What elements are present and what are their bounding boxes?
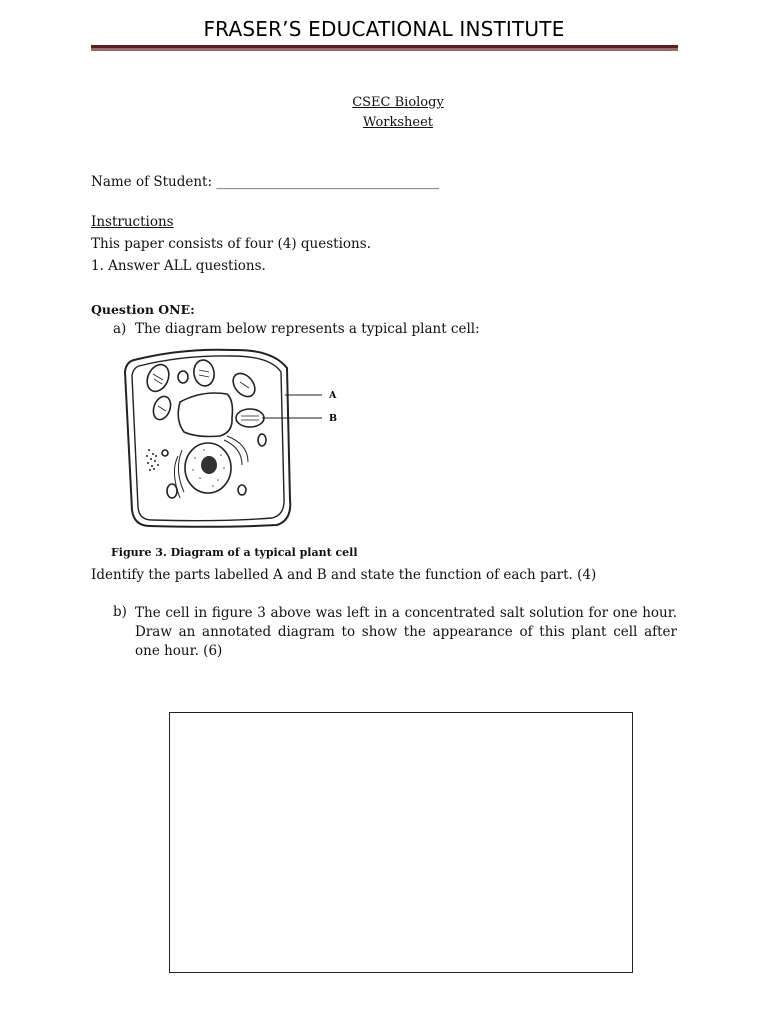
part-b-text: The cell in figure 3 above was left in a concentrated salt solution for one hour. Draw an annotated diagram to show the appearance of this plant cell after one hour. (6) — [135, 605, 677, 659]
instructions-line-1: This paper consists of four (4) questions. — [91, 236, 371, 252]
instructions-line-2: 1. Answer ALL questions. — [91, 258, 266, 274]
part-b-marker: b) — [113, 604, 127, 620]
subject-title: CSEC Biology — [352, 95, 444, 110]
answer-drawing-box[interactable] — [169, 712, 633, 973]
student-name-line — [91, 174, 439, 190]
label-b: B — [329, 413, 338, 424]
institute-title: FRASER’S EDUCATIONAL INSTITUTE — [203, 17, 565, 41]
header-rule-shadow — [91, 48, 678, 51]
question-one-heading: Question ONE: — [91, 302, 195, 317]
student-name-label: Name of Student: — [91, 174, 213, 190]
figure-caption: Figure 3. Diagram of a typical plant cell — [111, 546, 358, 559]
student-name-blank: _________________________________ — [216, 174, 440, 190]
instructions-heading: Instructions — [91, 214, 174, 230]
worksheet-title: Worksheet — [362, 115, 434, 130]
plant-cell-diagram — [92, 340, 372, 565]
part-a-marker: a) — [113, 321, 127, 337]
part-a-text: The diagram below represents a typical plant cell: — [135, 321, 480, 337]
plant-cell-figure — [92, 340, 372, 565]
label-a: A — [329, 390, 337, 401]
identify-instruction: Identify the parts labelled A and B and state the function of each part. (4) — [91, 567, 597, 583]
